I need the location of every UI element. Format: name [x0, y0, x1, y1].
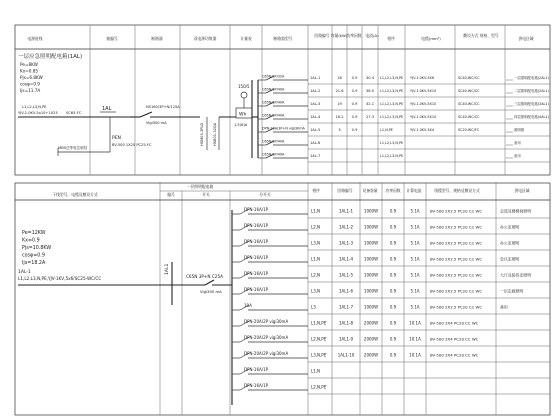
branch-phase: L2,N	[311, 224, 321, 230]
feeder-id-label: 1AL-1	[18, 270, 31, 275]
circuit-conduit: SC20-WC/FC	[458, 128, 480, 132]
branch-cable: BV-500 2X2.5 PC20 CC WC	[430, 272, 483, 278]
supply-area: 备用	[514, 141, 521, 145]
branch-current: 5.1A	[410, 288, 420, 294]
circuit-current: 30.4	[365, 76, 375, 80]
branch-power-factor: 0.9	[389, 208, 397, 214]
branch-capacity: 1000W	[363, 272, 379, 278]
top-header-row	[27, 33, 533, 41]
branch-current: 10.1A	[409, 352, 421, 358]
bottom-circuit-row	[232, 351, 550, 362]
circuit-current: 32.1	[365, 102, 375, 106]
circuit-capacity: 18	[337, 76, 342, 80]
branch-phase: L2,N	[311, 272, 321, 278]
branch-cable: BV-500 2X2.5 PC20 CC WC	[430, 240, 483, 246]
branch-supply-area: 会议室照明	[500, 256, 520, 262]
incoming-bus-label: L1,L2,L3,N,PE	[22, 105, 47, 109]
branch-current: 5.1A	[410, 272, 420, 278]
circuit-power-factor: 0.9	[351, 76, 358, 80]
branch-capacity: 1000W	[363, 304, 379, 310]
branch-switch-label: DPN-16A/1P	[244, 287, 269, 292]
circuit-phase: L1,N,PE	[380, 128, 393, 132]
column-header: 电源进线	[27, 36, 43, 41]
top-circuit-row	[258, 88, 550, 98]
branch-power-factor: 0.9	[389, 272, 397, 278]
column-header: 计算电流	[406, 188, 422, 193]
branch-switch-label: DPN-16A/1P	[244, 255, 269, 260]
branch-current: 5.1A	[410, 304, 420, 310]
column-header: 电缆(mm²)	[421, 36, 441, 41]
branch-switch-label: DPN-16A/1P	[244, 383, 269, 388]
column-header: 箱编号	[106, 36, 118, 41]
branch-current: 10.1A	[409, 336, 421, 342]
branch-capacity: 1000W	[363, 288, 379, 294]
branch-switch-label: DPN-16A/1P	[244, 367, 269, 372]
pen-branch	[58, 117, 152, 156]
branch-cable: BV-500 3X4 PC20 CC WC	[430, 352, 479, 358]
column-header: 功率因数	[385, 188, 401, 193]
main-breaker-symbol	[130, 105, 200, 125]
circuit-power-factor: 0.9	[351, 102, 358, 106]
bottom-circuit-rows	[232, 207, 550, 394]
branch-capacity: 2000W	[363, 336, 379, 342]
column-header: 敷设方式 规格、型号	[463, 33, 499, 38]
incoming-cable-label: YJV-1.0KV-5x10+1X25	[18, 111, 58, 115]
circuit-conduit: SC40-WC/CC	[458, 102, 480, 106]
branch-cable: BV-500 2X2.5 PC20 CC WC	[430, 256, 483, 262]
branch-phase: L1,N	[311, 256, 321, 262]
branch-supply-area: 办公室照明	[500, 240, 520, 246]
column-header: 开关	[202, 192, 210, 197]
branch-cable: BV-500 2X2.5 PC20 CC WC	[430, 304, 483, 310]
branch-supply-area: 备用	[500, 304, 508, 310]
branch-switch-label: DPN-20A/2P vigi30mA	[244, 335, 289, 340]
circuit-breaker-label: DPN-20A/3P+N vigi30mA	[262, 126, 305, 131]
circuit-current: 36.5	[365, 89, 375, 93]
branch-capacity: 2000W	[363, 352, 379, 358]
branch-id: 1AL1-6	[338, 288, 354, 294]
circuit-id: 1AL-4	[310, 115, 321, 119]
bottom-circuit-row	[232, 287, 550, 298]
feeder-parameter: Pe=12KW	[22, 231, 46, 236]
branch-id: 1AL1-10	[337, 352, 355, 358]
branch-cable: BV-500 2X2.5 PC20 CC WC	[430, 208, 483, 214]
circuit-id: 1AL-7	[310, 154, 321, 158]
circuit-id: 1AL-6	[310, 141, 321, 145]
branch-current: 5.1A	[410, 224, 420, 230]
bottom-circuit-row	[232, 319, 550, 330]
branch-power-factor: 0.9	[389, 352, 397, 358]
branch-power-factor: 0.9	[389, 288, 397, 294]
circuit-id: 1AL-3	[310, 102, 321, 106]
box-number-label: 1AL	[102, 106, 112, 112]
column-header: 一层照明配电箱	[186, 184, 214, 189]
supply-area: 备用	[514, 154, 521, 158]
top-circuit-row	[258, 75, 550, 85]
branch-cable: BV-500 2X2.5 PC20 CC WC	[430, 288, 483, 294]
branch-cable: BV-500 3X4 PC20 CC WC	[430, 336, 479, 342]
bottom-circuit-row	[232, 239, 550, 250]
bottom-circuit-row	[232, 255, 550, 266]
branch-id: 1AL1-1	[338, 208, 354, 214]
branch-power-factor: 0.9	[389, 224, 397, 230]
circuit-id: 1AL-2	[310, 89, 321, 93]
branch-switch-label: DPN-20A/2P vigi30mA	[244, 319, 289, 324]
bottom-main-rcd-label: Vigi300 mA	[200, 289, 222, 294]
circuit-phase: L1,L2,L3,N,PE	[380, 102, 404, 106]
circuit-cable: YJV-1.0KV-5X10	[410, 115, 437, 119]
branch-power-factor: 0.9	[389, 304, 397, 310]
load-parameter: Pe=8KW	[20, 62, 38, 67]
ats-label: HSM03-3PLD	[200, 122, 204, 146]
column-header: 断路器型号	[273, 36, 293, 41]
supply-area: 照明箱	[514, 128, 525, 132]
branch-id: 1AL1-2	[338, 224, 354, 230]
column-header: 双电源切换器	[193, 36, 217, 41]
branch-power-factor: 0.9	[389, 240, 397, 246]
circuit-cable: YJV-1.0KV-5X6	[410, 76, 435, 80]
branch-capacity: 1000W	[363, 240, 379, 246]
branch-switch-label: DPN-16A/1P	[244, 271, 269, 276]
bottom-circuit-row	[232, 383, 550, 394]
incoming-feeder	[18, 105, 130, 117]
bottom-circuit-row	[232, 335, 550, 346]
load-parameter: Ijs=11.7A	[20, 88, 41, 93]
top-circuit-row	[258, 127, 550, 137]
supply-area: 一层照明配电箱(2AL1)	[514, 76, 549, 80]
load-parameter: Pjs=6.8KW	[20, 75, 43, 80]
load-parameter: Kx=0.85	[20, 68, 39, 74]
bottom-circuit-row	[232, 367, 550, 378]
meter-ct-label: 1.5(6)A	[234, 123, 248, 127]
branch-capacity: 1000W	[363, 208, 379, 214]
branch-id: 1AL1-5	[338, 272, 354, 278]
top-circuit-row	[258, 101, 550, 111]
circuit-phase: L1,L2,L3,N,PE	[380, 115, 404, 119]
branch-switch-label: DPN-16A/1P	[244, 239, 269, 244]
column-header: 相序	[387, 36, 395, 41]
circuit-capacity: 19	[337, 102, 342, 106]
circuit-cable: YJV-1.0KV-3X4	[410, 128, 435, 132]
box-title: 一层应急照明配电箱(1AL)	[18, 54, 83, 60]
circuit-phase: L1,L2,L3,N,PE	[380, 76, 404, 80]
incoming-conduit-label: SC65-FC	[66, 111, 82, 115]
branch-current: 5.1A	[410, 208, 420, 214]
branch-phase: L3	[311, 304, 316, 310]
load-parameter: cosφ=0.9	[20, 81, 40, 87]
top-circuit-rows	[258, 75, 550, 163]
column-header: 回路编号	[314, 33, 330, 38]
column-header: 容量(kW)	[330, 33, 348, 38]
supply-area: 三层照明配电箱(3AL1)	[514, 102, 549, 106]
feeder-load-parameters	[22, 230, 51, 266]
column-header: 供电区域	[518, 36, 534, 41]
pen-cable-label: BV-500 1X25 PC25-FC	[112, 143, 152, 147]
branch-phase: L3,N	[311, 288, 321, 294]
column-header: 供电区域	[514, 188, 530, 193]
branch-supply-area: 大厅及接待室照明	[500, 272, 532, 278]
branch-phase: L2,N,PE	[311, 384, 327, 390]
branch-cable: BV-500 2X2.5 PC20 CC WC	[430, 224, 483, 230]
circuit-breaker-label: C65N/3P/40A	[262, 152, 285, 157]
branch-current: 5.1A	[410, 240, 420, 246]
circuit-current: 27.3	[365, 115, 375, 119]
feeder-parameter: Ijs=18.2A	[22, 261, 46, 266]
top-circuit-row	[258, 114, 550, 124]
bottom-main-breaker-symbol	[186, 274, 232, 294]
feeder-parameter: Kx=0.9	[22, 238, 40, 244]
supply-area: 二层照明配电箱(2AL1)	[514, 89, 549, 93]
circuit-breaker-label: C65N/3P/32A	[262, 74, 285, 79]
branch-id: 1AL1-4	[338, 256, 354, 262]
branch-supply-area: 走道及楼梯间照明	[500, 208, 532, 214]
load-parameters	[20, 62, 43, 93]
branch-power-factor: 0.9	[389, 256, 397, 262]
circuit-capacity: 21.6	[335, 89, 344, 93]
feeder-cable-label: L1,L2,L3,N,PE,YJV-1KV,5x6/SC25-WC/CC	[18, 276, 102, 281]
circuit-id: 1AL-1	[310, 76, 321, 80]
main-rcd-label: Vigi300 mA	[146, 121, 167, 125]
branch-id: 1AL1-3	[338, 240, 354, 246]
circuit-breaker-label: C65N/3P/40A	[262, 139, 285, 144]
branch-id: 1AL1-7	[338, 304, 354, 310]
circuit-power-factor: 0.9	[351, 128, 358, 132]
meter-symbol	[219, 84, 252, 127]
feeder-parameter: Pjs=10.8KW	[22, 246, 52, 251]
column-header: 回路编号	[337, 188, 353, 193]
branch-current: 5.1A	[410, 256, 420, 262]
bottom-header-row	[52, 184, 530, 197]
column-header: 线缆型号、规格及敷设方式	[434, 188, 480, 193]
circuit-breaker-label: C65N/3P/40A	[262, 87, 285, 92]
bottom-circuit-row	[232, 271, 550, 282]
branch-supply-area: 一层走廊照明	[500, 288, 524, 294]
circuit-breaker-label: C65N/3P/40A	[262, 100, 285, 105]
column-header: 设备容量	[362, 188, 378, 193]
circuit-phase: L1,L2,L3,N,PE	[380, 89, 404, 93]
branch-switch-label: DPN-20A/2P vigi30mA	[244, 351, 289, 356]
branch-supply-area: 办公室照明	[500, 224, 520, 230]
branch-cable: BV-500 3X4 PC20 CC WC	[430, 320, 479, 326]
branch-capacity: 1000W	[363, 256, 379, 262]
branch-capacity: 1000W	[363, 224, 379, 230]
meter-ratio-label: 150/5	[238, 84, 250, 89]
main-breaker-label: NS160/3P+N/125A	[146, 105, 180, 109]
column-header: 断路器	[151, 36, 163, 41]
column-header: 编号	[167, 192, 175, 197]
circuit-cable: YJV-1.0KV-5X10	[410, 89, 437, 93]
meb-label: MEB总等电位联结	[58, 146, 88, 150]
circuit-phase: L1,L2,L3,N,PE	[380, 154, 404, 158]
circuit-conduit: SC40-WC/CC	[458, 115, 480, 119]
circuit-capacity: 3	[338, 128, 341, 132]
column-header: 电流(A)	[365, 33, 379, 38]
circuit-breaker-label: C65N/3P/40A	[262, 113, 285, 118]
circuit-conduit: SC40-WC/CC	[458, 76, 480, 80]
supply-area: 四层照明配电箱(4AL1)	[514, 115, 549, 119]
circuit-conduit: SC40-WC/CC	[458, 89, 480, 93]
circuit-capacity: 16.2	[335, 115, 344, 119]
branch-id: 1AL1-8	[338, 320, 354, 326]
top-circuit-row	[258, 153, 550, 163]
branch-phase: L3,N,PE	[311, 352, 327, 358]
circuit-cable: YJV-1.0KV-5X10	[410, 102, 437, 106]
pen-label: PEN	[112, 136, 121, 141]
column-header: 干线型号、电缆及敷设方式	[52, 192, 98, 197]
feeder-parameter: cosφ=0.9	[22, 253, 45, 259]
meter-label: Wh	[239, 112, 247, 118]
branch-phase: L2,N,PE	[311, 336, 327, 342]
column-header: 相序	[312, 188, 320, 193]
ats-secondary-label: HSB01-32QA	[213, 122, 217, 146]
branch-phase: L1,N,PE	[311, 320, 327, 326]
top-circuit-row	[258, 140, 550, 150]
branch-id: 1AL1-9	[338, 336, 354, 342]
branch-phase: L1,N	[311, 368, 321, 374]
branch-phase: L1,N	[311, 208, 321, 214]
circuit-power-factor: 0.9	[351, 115, 358, 119]
branch-power-factor: 0.9	[389, 336, 397, 342]
branch-power-factor: 0.9	[389, 320, 397, 326]
bottom-circuit-row	[232, 303, 550, 314]
branch-switch-label: DPN-16A/1P	[244, 207, 269, 212]
circuit-power-factor: 0.9	[351, 89, 358, 93]
bottom-main-breaker-label: C65N 3P+N C25A	[186, 274, 223, 279]
column-header: 功率因数	[346, 33, 362, 38]
branch-capacity: 2000W	[363, 320, 379, 326]
branch-switch-label: DPN-16A/1P	[244, 223, 269, 228]
circuit-id: 1AL-5	[310, 128, 321, 132]
column-header: 计量表	[240, 36, 252, 41]
column-header: 分开关	[259, 192, 271, 197]
bottom-circuit-row	[232, 223, 550, 234]
branch-phase: L3,N	[311, 240, 321, 246]
branch-current: 10.1A	[409, 320, 421, 326]
branch-switch-label: 10A	[244, 303, 252, 308]
bottom-circuit-row	[232, 207, 550, 218]
bottom-box-number: 1AL1	[165, 263, 170, 275]
circuit-phase: L1,L2,L3,N,PE	[380, 141, 404, 145]
